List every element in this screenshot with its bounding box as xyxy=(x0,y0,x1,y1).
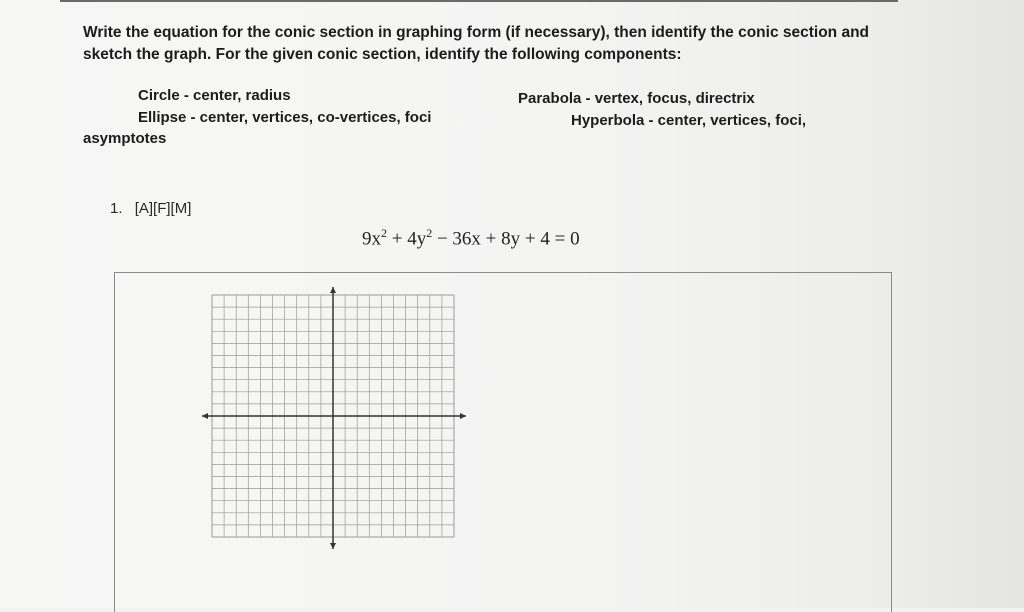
circle-components: Circle - center, radius xyxy=(138,87,291,104)
equation-exponent-1: 2 xyxy=(381,226,387,240)
ellipse-components: Ellipse - center, vertices, co-vertices, foci xyxy=(138,109,432,126)
question-number: 1. xyxy=(110,200,123,217)
conic-equation xyxy=(362,226,580,250)
equation-rest: − 36x + 8y + 4 = 0 xyxy=(432,228,580,250)
equation-exponent-2: 2 xyxy=(426,226,433,240)
y-axis-down-arrow xyxy=(330,543,336,549)
question-tags: [A][F][M] xyxy=(134,200,192,217)
axes xyxy=(202,287,466,549)
hyperbola-components-continued: asymptotes xyxy=(83,130,167,147)
hyperbola-components: Hyperbola - center, vertices, foci, xyxy=(571,112,807,129)
coordinate-grid[interactable] xyxy=(196,285,476,570)
equation-term-1: 9x xyxy=(362,228,381,250)
top-divider xyxy=(60,0,898,2)
y-axis-up-arrow xyxy=(330,287,336,293)
x-axis-right-arrow xyxy=(460,413,466,419)
equation-term-2: + 4y xyxy=(387,228,427,250)
x-axis-left-arrow xyxy=(202,413,208,419)
parabola-components: Parabola - vertex, focus, directrix xyxy=(518,90,755,107)
instructions-text: Write the equation for the conic section in graphing form (if necessary), then identify the conic section and sketch the graph. For the given conic section, identify the following components: xyxy=(83,24,870,63)
question-label xyxy=(110,200,191,217)
